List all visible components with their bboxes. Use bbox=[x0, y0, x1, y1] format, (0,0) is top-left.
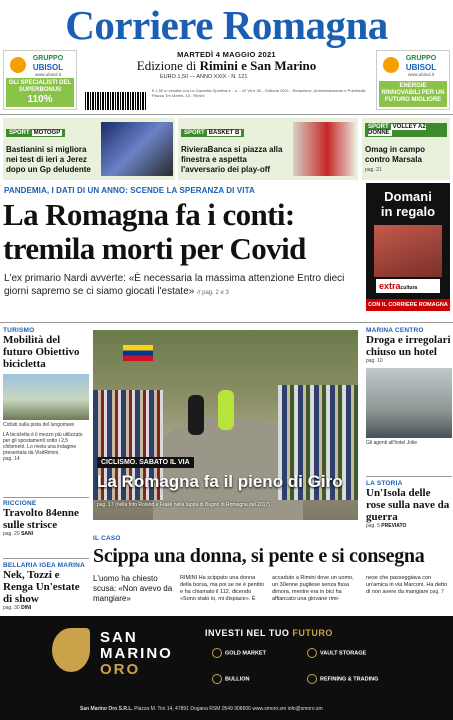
company-name: San Marino Oro S.R.L. bbox=[80, 706, 133, 712]
hotel-photo bbox=[366, 368, 452, 438]
page-ref: pag. 30 bbox=[3, 605, 20, 611]
basket-photo bbox=[293, 122, 355, 176]
issue-date: MARTEDÌ 4 MAGGIO 2021 bbox=[177, 50, 276, 59]
photo-headline: La Romagna fa il pieno di Giro bbox=[97, 472, 343, 491]
domani-promo[interactable] bbox=[366, 183, 450, 311]
brand-line-2: MARINO bbox=[100, 645, 173, 662]
ad-brand: GRUPPO bbox=[405, 55, 437, 62]
caso-body-col-3: nese che passeggiava con un'amica in via Marconi. Ha detto di non avere da mangiare pag. 7 bbox=[366, 575, 448, 595]
page-ref: pag. 5 bbox=[366, 523, 380, 529]
rider-green bbox=[218, 390, 234, 430]
article-title: Nek, Tozzi e Renga Un'estate di show bbox=[3, 569, 80, 605]
ad-brand2: UBISOL bbox=[32, 63, 64, 72]
footer-contact bbox=[80, 706, 323, 712]
ad-site: www.ubisol.it bbox=[407, 72, 434, 77]
section-tag: BELLARIA IGEA MARINA bbox=[3, 562, 85, 569]
extra-cultura-logo: extracultura bbox=[376, 279, 440, 293]
invest-text: INVESTI NEL TUO bbox=[205, 628, 293, 638]
cyclists-photo bbox=[3, 374, 89, 420]
sport-text: Bastianini si migliora nei test di ieri a Jerez dopo un Gp deludente bbox=[6, 145, 91, 174]
masthead: Corriere Romagna bbox=[65, 2, 388, 48]
divider bbox=[0, 114, 453, 115]
divider bbox=[0, 322, 453, 323]
barcode bbox=[85, 92, 147, 110]
sport-text: Omag in campo contro Marsala bbox=[365, 145, 426, 164]
invest-line bbox=[205, 628, 333, 638]
author-tag: SANI bbox=[21, 531, 34, 537]
giro-photo[interactable] bbox=[93, 330, 358, 520]
edition-prefix: Edizione di bbox=[136, 58, 200, 73]
page-ref: pag. 20 bbox=[3, 531, 20, 537]
article-title: Un'Isola delle rose sulla nave da guerra bbox=[366, 487, 450, 523]
brand-line-3: ORO bbox=[100, 661, 141, 678]
section-tag: TURISMO bbox=[3, 327, 35, 334]
company-address: Piazza M. Tini 14, 47891 Dogana RSM 0549 908606 www.smoro.sm info@smoro.sm bbox=[134, 706, 323, 712]
sport-box-motogp[interactable] bbox=[3, 118, 175, 180]
promo-cover-image bbox=[374, 225, 442, 277]
service-item: VAULT STORAGE bbox=[320, 650, 367, 657]
promo-subtitle: in regalo bbox=[380, 204, 436, 219]
page-ref: pag. 21 bbox=[365, 167, 382, 173]
vault-icon bbox=[307, 648, 317, 658]
sun-logo-icon bbox=[10, 57, 26, 73]
ad-line: GLI SPECIALISTI DEL SUPERBONUS bbox=[8, 80, 72, 93]
caso-headline[interactable]: Scippa una donna, si pente e si consegna bbox=[93, 545, 425, 567]
page-ref: // pag. 2 e 3 bbox=[197, 290, 229, 296]
edition-name: Rimini e San Marino bbox=[199, 58, 317, 73]
photo-credit: pag. 17 (nella foto Roland e Frailé nella tappa di Bagno di Romagna del 2017) bbox=[97, 502, 270, 508]
photo-tag: CICLISMO. SABATO IL VIA bbox=[97, 457, 194, 468]
ad-green-box: ENERGIE RINNOVABILI PER UN FUTURO MIGLIORE bbox=[379, 81, 447, 107]
caso-subhead: L'uomo ha chiesto scusa: «Non avevo da mangiare» bbox=[93, 574, 173, 603]
gold-icon bbox=[212, 648, 222, 658]
service-item: REFINING & TRADING bbox=[320, 676, 379, 683]
ad-brand: GRUPPO bbox=[32, 55, 64, 62]
sport-tag: SPORT VOLLEY A2 DONNE bbox=[365, 123, 447, 137]
section-tag: RICCIONE bbox=[3, 500, 37, 507]
fine-print: € 1,50 in vendita con La Gazzetta Sportiva e ...c. - 42 Vlt e 35 ...Editoria 2001 - Redazione, Amministrazione e Pubblicità: Piazza Tre Martiri, 43 - Rimini bbox=[152, 88, 367, 98]
section-tag: MARINA CENTRO bbox=[366, 327, 424, 334]
article-body: LA bicicletta è il mezzo più utilizzato per gli spostamenti sotto i 2,5 chilometri. Lo rivela una indagine presentata da VisitRimini. bbox=[3, 432, 83, 456]
section-tag: IL CASO bbox=[93, 535, 121, 542]
service-item: GOLD MARKET bbox=[225, 650, 266, 657]
photo-caption: Ciclisti sulla pista del lungomare bbox=[3, 422, 75, 428]
article-title: Droga e irregolari chiuso un hotel bbox=[366, 334, 451, 358]
headline-line-1: La Romagna fa i conti: bbox=[3, 197, 295, 232]
riccione-article[interactable] bbox=[3, 500, 89, 537]
article-title: Travolto 84enne sulle strisce bbox=[3, 507, 79, 531]
price-line: EURO 1,50 — ANNO XXIX - N. 121 bbox=[160, 74, 248, 80]
section-tag: LA STORIA bbox=[366, 480, 403, 487]
ubisol-ad-right[interactable] bbox=[376, 50, 450, 110]
sport-tag: SPORT BASKET B bbox=[181, 129, 244, 137]
sport-text: RivieraBanca si piazza alla finestra e aspetta l'avversario dei play-off bbox=[181, 145, 283, 174]
divider bbox=[3, 558, 89, 559]
author-tag: PREVIATO bbox=[381, 523, 407, 529]
refining-icon bbox=[307, 674, 317, 684]
invest-futuro: FUTURO bbox=[292, 628, 333, 638]
sport-box-volley[interactable] bbox=[362, 118, 450, 180]
gecko-logo-icon bbox=[52, 628, 90, 672]
promo-title: Domani bbox=[384, 189, 432, 204]
promo-bar: CON IL CORRIERE ROMAGNA bbox=[366, 299, 450, 311]
ad-site: www.ubisol.it bbox=[34, 72, 61, 77]
san-marino-oro-ad[interactable] bbox=[0, 616, 453, 720]
caso-body-col-1: RIMINI Ha scippato una donna della borsa, ma poi se ne è pentito e ha chiamato il 112, dicendo «Sono stato io, mi dispiace». È bbox=[180, 575, 265, 602]
storia-article[interactable] bbox=[366, 480, 452, 529]
divider bbox=[366, 476, 452, 477]
brand-block bbox=[100, 630, 173, 678]
page-ref: pag. 14 bbox=[3, 456, 20, 462]
subhead bbox=[4, 272, 364, 300]
headline-line-2: tremila morti per Covid bbox=[3, 231, 306, 266]
ad-percent: 110% bbox=[27, 94, 53, 105]
main-headline[interactable] bbox=[3, 198, 363, 266]
sport-box-basket[interactable] bbox=[178, 118, 358, 180]
bullion-icon bbox=[212, 674, 222, 684]
divider bbox=[3, 497, 89, 498]
subhead-text: L'ex primario Nardi avverte: «È necessaria la massima attenzione Entro dieci giorni sapremo se ci siamo giocati l'estate» bbox=[4, 273, 345, 297]
author-tag: DINI bbox=[21, 605, 32, 611]
rider-black bbox=[188, 395, 204, 435]
motogp-photo bbox=[101, 122, 173, 176]
edition bbox=[100, 58, 353, 74]
marina-article[interactable] bbox=[366, 327, 452, 446]
article-title: Mobilità del futuro Obiettivo bicicletta bbox=[3, 334, 80, 370]
bellaria-article[interactable] bbox=[3, 562, 89, 611]
ad-green-box bbox=[6, 78, 74, 107]
flag-colombia bbox=[123, 345, 153, 361]
kicker: PANDEMIA, I DATI DI UN ANNO: SCENDE LA SPERANZA DI VITA bbox=[4, 186, 255, 195]
caso-body-col-2: accaduto a Rimini dove un uomo, un 30enne pugliese senza fissa dimora, mentre era in bici ha affiancato una giovane rimi- bbox=[272, 575, 354, 602]
service-item: BULLION bbox=[225, 676, 250, 683]
page-ref: pag. 10 bbox=[366, 358, 383, 364]
sport-tag: SPORT MOTOGP bbox=[6, 129, 65, 137]
photo-caption: Gli agenti all'hotel Jolie bbox=[366, 440, 417, 446]
ad-brand2: UBISOL bbox=[405, 63, 437, 72]
turismo-article[interactable] bbox=[3, 327, 89, 462]
ubisol-ad-left[interactable] bbox=[3, 50, 77, 110]
brand-line-1: SAN bbox=[100, 629, 138, 646]
sun-logo-icon bbox=[383, 57, 399, 73]
